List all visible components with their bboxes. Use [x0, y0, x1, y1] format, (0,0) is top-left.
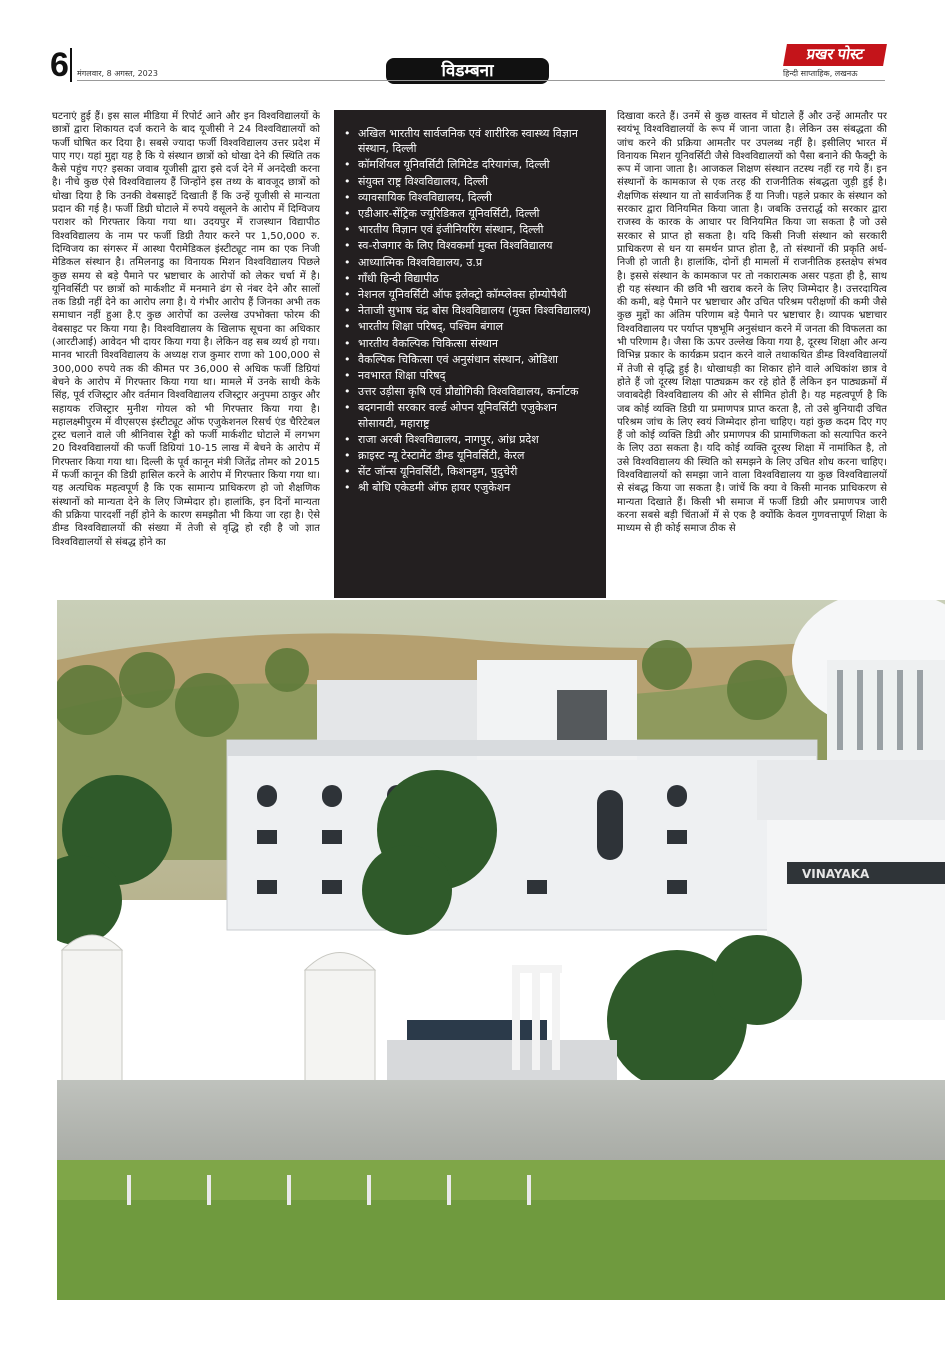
issue-date: मंगलवार, 8 अगस्त, 2023: [77, 69, 158, 78]
list-item: • नेताजी सुभाष चंद्र बोस विश्वविद्यालय (मुक्त विश्वविद्यालय): [344, 303, 592, 318]
page-number-divider: [70, 48, 72, 82]
article-right-column: दिखावा करते हैं। उनमें से कुछ वास्तव में घोटाले हैं और उन्हें आमतौर पर स्वयंभू विश्वविद्यालयों के रूप में जाना जाता है। लेकिन उस संबद्धता की जांच करने की प्रक्रिया आमतौर पर उपलब्ध नहीं है। इसीलिए भारत में विनायक मिशन यूनिवर्सिटी जैसे विश्वविद्यालयों को पैसा बनाने की फैक्ट्री के रूप में जाना जाता है। आजकल शिक्षण संस्थान तटस्थ नहीं रह गये हैं। इन संस्थानों के कामकाज से एक तरह की राजनीतिक संबद्धता जुड़ी हुई है। शैक्षणिक संस्थान या तो सार्वजनिक हैं या निजी। पहले प्रकार के संस्थान को सरकार द्वारा विनियमित किया जाता है। जबकि उत्तरार्द्ध को सरकार द्वारा राजस्व के कारक के आधार पर विनियमित किया जा सकता है जो उसे सरकार से प्राप्त हो सकता है। यदि किसी निजी संस्थान को सरकारी प्राधिकरण से धन या समर्थन प्राप्त होता है, तो संस्थानों की प्रकृति अर्ध-निजी हो जाती है। हालांकि, दोनों ही मामलों में राजनीतिक हस्तक्षेप संभव है। इससे संस्थान के कामकाज पर तो नकारात्मक असर पड़ता ही है, साथ ही यह संस्थान की छवि भी खराब करने के लिए जिम्मेदार है। उत्तरदायित्व की कमी, बड़े पैमाने पर भ्रष्टाचार और उचित परिश्रम परीक्षणों की कमी जैसे कुछ मुद्दों का अंतिम परिणाम बड़े पैमाने पर भ्रष्टाचार है। व्यापक भ्रष्टाचार विश्वविद्यालय पर पर्याप्त पृष्ठभूमि अनुसंधान करने में जनता की विफलता का भी परिणाम है। जैसा कि ऊपर उल्लेख किया गया है, दूरस्थ शिक्षा और अन्य विभिन्न प्रकार के कार्यक्रम प्रदान करने वाले तथाकथित डीम्ड विश्वविद्यालयों में तेजी से वृद्धि हुई है। धोखाधड़ी का शिकार होने वाले अधिकांश छात्र वे होते हैं जो दूरस्थ शिक्षा पाठ्यक्रम कर रहे होते हैं लेकिन इन पाठ्यक्रमों में जवाबदेही विश्वविद्यालय की ओर से सीमित होती है। यह महत्वपूर्ण है कि जब कोई व्यक्ति डिग्री या प्रमाणपत्र प्राप्त करता है, तो उसे बुनियादी उचित परिश्रम जांच के लिए स्वयं जिम्मेदार होना चाहिए। यहां कुछ कदम दिए गए हैं जो कोई व्यक्ति डिग्री और प्रमाणपत्र की प्रामाणिकता को सत्यापित करने के लिए उठा सकता है। यदि कोई व्यक्ति दूरस्थ शिक्षा में नामांकित है, तो उसे विश्वविद्यालय की स्थिति को समझने के लिए उचित शोध करना चाहिए। विश्वविद्यालयों को समझा जाने वाला विश्वविद्यालय या कुछ विश्वविद्यालयों से संबद्ध किया जा सकता है। जांचें कि क्या वे किसी मानक प्राधिकरण से मान्यता दिखाते हैं। किसी भी समाज में फर्जी डिग्री और प्रमाणपत्र जारी करना सबसे बड़ी चिंताओं में से एक है क्योंकि केवल गुणवत्तापूर्ण शिक्षा के माध्यम से ही कोई समाज ठीक से: [617, 111, 887, 535]
list-item: • भारतीय वैकल्पिक चिकित्सा संस्थान: [344, 336, 592, 351]
campus-illustration: [57, 600, 945, 1300]
newspaper-logo: प्रखर पोस्ट: [783, 44, 887, 66]
list-item: • अखिल भारतीय सार्वजनिक एवं शारीरिक स्वास्थ्य विज्ञान संस्थान, दिल्ली: [344, 126, 592, 156]
list-item: • राजा अरबी विश्वविद्यालय, नागपुर, आंध्र प्रदेश: [344, 432, 592, 447]
list-item: • सेंट जॉन्स यूनिवर्सिटी, किशनट्टम, पुदुचेरी: [344, 464, 592, 479]
list-item: • नवभारत शिक्षा परिषद्: [344, 368, 592, 383]
newspaper-tagline: हिन्दी साप्ताहिक, लखनऊ: [783, 69, 858, 78]
fake-universities-box: [334, 110, 606, 598]
list-item: • नेशनल यूनिवर्सिटी ऑफ इलेक्ट्रो कॉम्प्लेक्स होम्योपैथी: [344, 287, 592, 302]
list-item: • वैकल्पिक चिकित्सा एवं अनुसंधान संस्थान, ओडिशा: [344, 352, 592, 367]
list-item: • एडीआर-सेंट्रिक ज्यूरिडिकल यूनिवर्सिटी, दिल्ली: [344, 206, 592, 221]
list-item: • स्व-रोजगार के लिए विश्वकर्मा मुक्त विश्वविद्यालय: [344, 238, 592, 253]
list-item: • बदगनावी सरकार वर्ल्ड ओपन यूनिवर्सिटी एजुकेशन सोसायटी, महाराष्ट्र: [344, 400, 592, 430]
list-item: • आध्यात्मिक विश्वविद्यालय, उ.प्र: [344, 255, 592, 270]
list-item: • व्यावसायिक विश्वविद्यालय, दिल्ली: [344, 190, 592, 205]
page-number: 6: [50, 46, 69, 84]
list-item: • गाँधी हिन्दी विद्यापीठ: [344, 271, 592, 286]
university-campus-photo: [57, 600, 945, 1300]
list-item: • भारतीय विज्ञान एवं इंजीनियरिंग संस्थान, दिल्ली: [344, 222, 592, 237]
header-rule: [77, 80, 885, 81]
list-item: • क्राइस्ट न्यू टेस्टामेंट डीम्ड यूनिवर्सिटी, केरल: [344, 448, 592, 463]
list-item: • श्री बोधि एकेडमी ऑफ हायर एजुकेशन: [344, 480, 592, 495]
list-item: • कॉमर्शियल यूनिवर्सिटी लिमिटेड दरियागंज, दिल्ली: [344, 157, 592, 172]
building-sign: VINAYAKA: [802, 867, 870, 881]
section-title-banner: विडम्बना: [386, 58, 549, 84]
article-left-column: घटनाएं हुई हैं। इस साल मीडिया में रिपोर्ट आने और इन विश्वविद्यालयों के छात्रों द्वारा शिकायत दर्ज कराने के बाद यूजीसी ने 24 विश्वविद्यालयों को फर्जी घोषित कर दिया है। सबसे ज्यादा फर्जी विश्वविद्यालय उत्तर प्रदेश में पाए गए। यहां मुद्दा यह है कि ये संस्थान छात्रों को धोखा देने की स्थिति तक कैसे पहुंच गए? इसका जवाब यूजीसी द्वारा इसे दर्ज देने में अनदेखी करना है। नीचे कुछ ऐसे विश्वविद्यालय हैं जिन्होंने इस तथ्य के बावजूद छात्रों को धोखा दिया है कि उनकी वेबसाइटें दिखाती हैं कि उन्हें यूजीसी से मान्यता प्रदान की गई है। फर्जी डिग्री घोटाले में रुपये वसूलने के आरोप में दिग्विजय पराशर को गिरफ्तार किया गया था। उदयपुर में राजस्थान विद्यापीठ विश्वविद्यालय के नाम पर फर्जी डिग्री तैयार करने पर 1,50,000 रु. दिग्विजय का संगरूर में आस्था पैरामेडिकल इंस्टीट्यूट नाम का एक निजी मेडिकल संस्थान है। तमिलनाडु का विनायक मिशन विश्वविद्यालय पिछले कुछ समय से बड़े पैमाने पर भ्रष्टाचार के आरोपों को लेकर चर्चा में है। यूनिवर्सिटी पर छात्रों को मार्कशीट में मनमाने ढंग से नंबर देने और सालों तक डिग्री नहीं देने का आरोप लगा है। ये गंभीर आरोप हैं जिनका अभी तक समाधान नहीं हुआ है.ए कुछ आरोपों का उल्लेख उपभोक्ता फोरम की वेबसाइट पर किया गया है। विश्वविद्यालय के खिलाफ सूचना का अधिकार (आरटीआई) आवेदन भी दायर किया गया है। लेकिन वह सब व्यर्थ हो गया। मानव भारती विश्वविद्यालय के अध्यक्ष राज कुमार राणा को 100,000 से 300,000 रुपये तक की कीमत पर 36,000 से अधिक फर्जी डिग्रियां बेचने के आरोप में गिरफ्तार किया गया था। मामले में उनके साथी केके सिंह, पूर्व रजिस्ट्रार और वर्तमान विश्वविद्यालय रजिस्ट्रार अनुपमा ठाकुर और सहायक रजिस्ट्रार मुनीश गोयल को भी गिरफ्तार किया गया है। महालक्ष्मीपुरम में वीएसएस इंस्टीट्यूट ऑफ एजुकेशनल रिसर्च एंड चैरिटेबल ट्रस्ट चलाने वाले जी श्रीनिवास रेड्डी को फर्जी मार्कशीट घोटाले में लगभग 20 विश्वविद्यालयों की फर्जी डिग्रियां 10-15 लाख में बेचने के आरोप में गिरफ्तार किया गया था। दिल्ली के पूर्व कानून मंत्री जितेंद्र तोमर को 2015 में फर्जी कानून की डिग्री हासिल करने के आरोप में गिरफ्तार किया गया था। यह अत्यधिक महत्वपूर्ण है कि एक सामान्य प्राधिकरण हो जो शैक्षणिक संस्थानों को मान्यता देने के लिए जिम्मेदार हो। हालांकि, इन दिनों मान्यता की प्रक्रिया पारदर्शी नहीं होने के कारण समझौता भी किया जा रहा है। ऐसे डीम्ड विश्वविद्यालयों की संख्या में तेजी से वृद्धि हो रही है जो ज्ञात विश्वविद्यालयों से संबद्ध होने का: [52, 111, 320, 548]
list-item: • भारतीय शिक्षा परिषद्, पश्चिम बंगाल: [344, 319, 592, 334]
list-item: • संयुक्त राष्ट्र विश्वविद्यालय, दिल्ली: [344, 174, 592, 189]
list-item: • उत्तर उड़ीसा कृषि एवं प्रौद्योगिकी विश्वविद्यालय, कर्नाटक: [344, 384, 592, 399]
fake-universities-list: [344, 126, 592, 496]
page-header: [0, 0, 945, 95]
